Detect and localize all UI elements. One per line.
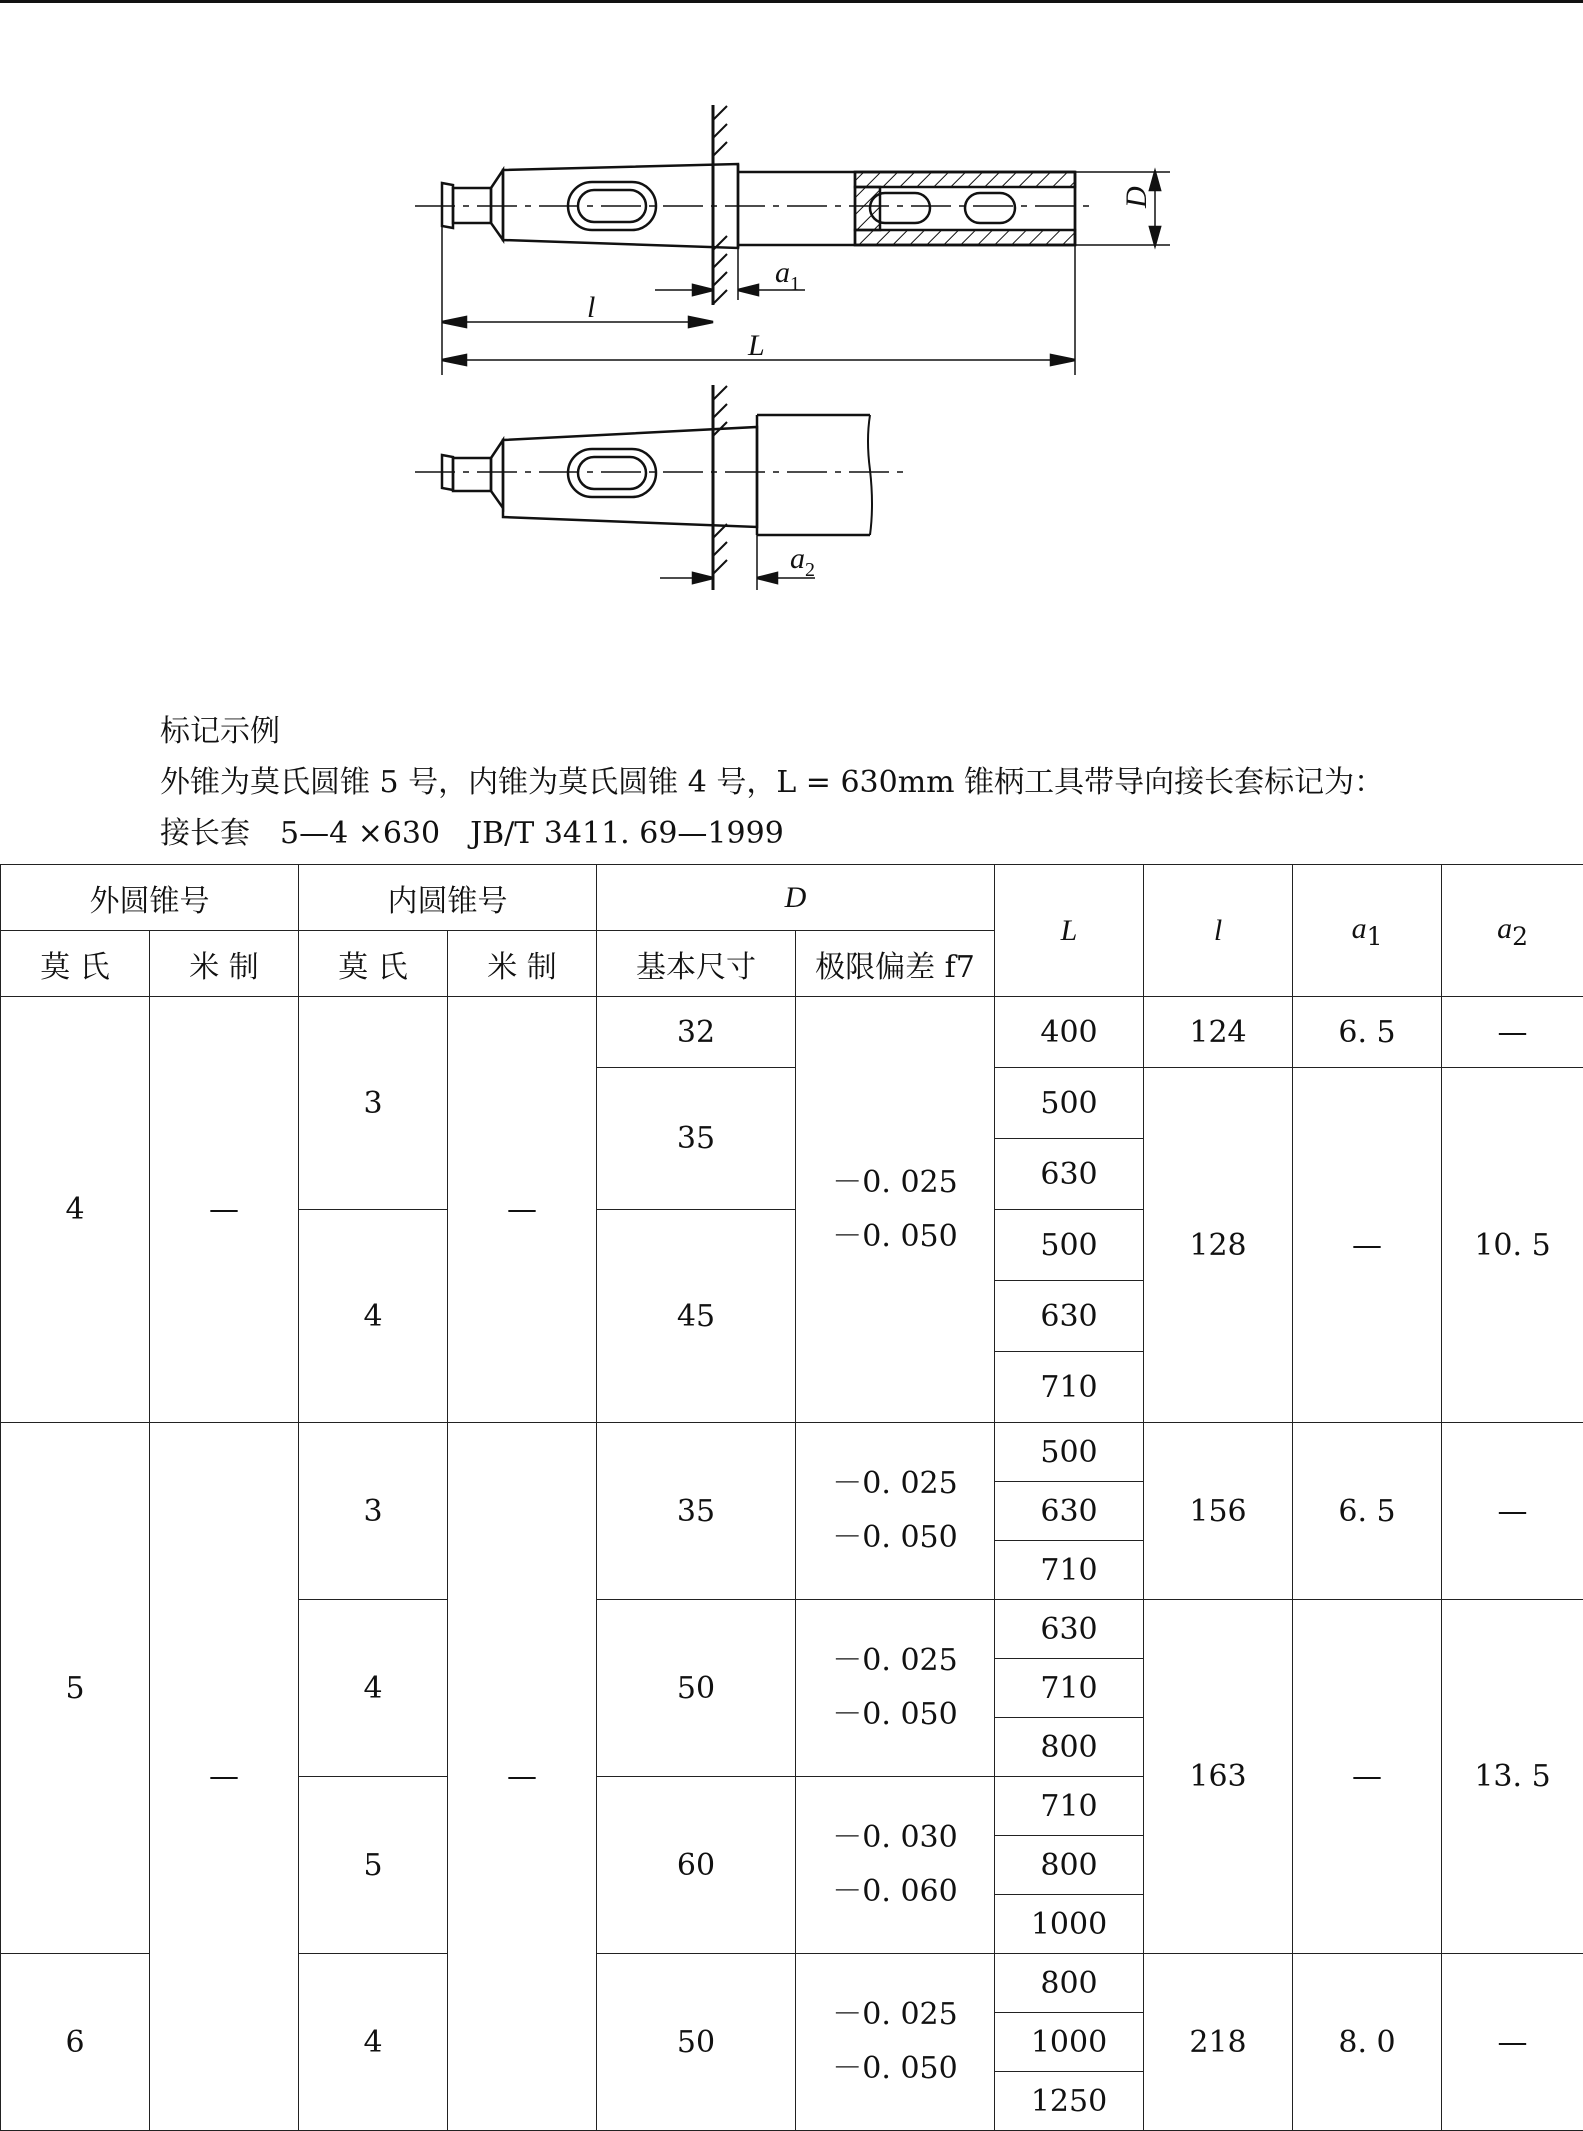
l-cell: 218	[1144, 1954, 1293, 2131]
L-cell: 710	[995, 1777, 1144, 1836]
marking-example-name: 接长套	[160, 816, 250, 851]
label-a2: a	[790, 542, 805, 575]
header-inner-metric: 米 制	[448, 931, 597, 997]
label-a1-sub: 1	[790, 273, 800, 295]
header-a2: $a_2$	[1442, 865, 1583, 997]
tolerance-cell: －0. 025 －0. 050	[796, 1600, 995, 1777]
inner-morse-cell: 4	[299, 1600, 448, 1777]
marking-example-code: 5—4 ×630	[280, 816, 441, 851]
header-outer-cone: 外圆锥号	[1, 865, 299, 931]
L-cell: 710	[995, 1352, 1144, 1423]
L-cell: 1250	[995, 2072, 1144, 2131]
tolerance-cell: －0. 025 －0. 050	[796, 997, 995, 1423]
a1-cell: —	[1293, 1068, 1442, 1423]
inner-morse-cell: 3	[299, 997, 448, 1210]
header-row-1	[1, 865, 1583, 931]
l-cell: 156	[1144, 1423, 1293, 1600]
l-cell: 163	[1144, 1600, 1293, 1954]
a1-cell: —	[1293, 1600, 1442, 1954]
marking-heading: 标记示例	[160, 714, 280, 749]
a1-cell: 8. 0	[1293, 1954, 1442, 2131]
a2-cell: —	[1442, 1423, 1583, 1600]
header-a1: $a_1$	[1293, 865, 1442, 997]
L-cell: 630	[995, 1139, 1144, 1210]
table-row	[1, 1423, 1583, 1482]
technical-drawing	[0, 0, 1583, 620]
header-basic-size: 基本尺寸	[597, 931, 796, 997]
tolerance-cell: －0. 025 －0. 050	[796, 1954, 995, 2131]
header-l: l	[1144, 865, 1293, 997]
header-D: D	[597, 865, 995, 931]
basic-size-cell: 32	[597, 997, 796, 1068]
tolerance-cell: －0. 030 －0. 060	[796, 1777, 995, 1954]
inner-metric-cell: —	[448, 997, 597, 1423]
a1-cell: 6. 5	[1293, 997, 1442, 1068]
label-l: l	[587, 291, 596, 324]
header-tolerance: 极限偏差 f7	[796, 931, 995, 997]
marking-description: 外锥为莫氏圆锥 5 号，内锥为莫氏圆锥 4 号，L = 630mm 锥柄工具带导向接长套标记为：	[160, 765, 1385, 800]
L-cell: 1000	[995, 2013, 1144, 2072]
a2-cell: 10. 5	[1442, 1068, 1583, 1423]
outer-metric-cell: —	[150, 997, 299, 1423]
label-a2-sub: 2	[805, 559, 815, 581]
upper-view	[415, 105, 1170, 375]
outer-morse-cell: 6	[1, 1954, 150, 2131]
L-cell: 800	[995, 1718, 1144, 1777]
table-row	[1, 997, 1583, 1068]
a1-cell: 6. 5	[1293, 1423, 1442, 1600]
marking-example	[160, 706, 1384, 859]
L-cell: 710	[995, 1541, 1144, 1600]
inner-morse-cell: 5	[299, 1777, 448, 1954]
header-inner-cone: 内圆锥号	[299, 865, 597, 931]
a2-cell: —	[1442, 1954, 1583, 2131]
header-inner-morse: 莫 氏	[299, 931, 448, 997]
a2-cell: 13. 5	[1442, 1600, 1583, 1954]
L-cell: 500	[995, 1423, 1144, 1482]
basic-size-cell: 50	[597, 1600, 796, 1777]
L-cell: 630	[995, 1281, 1144, 1352]
L-cell: 800	[995, 1836, 1144, 1895]
L-cell: 1000	[995, 1895, 1144, 1954]
l-cell: 128	[1144, 1068, 1293, 1423]
a2-cell: —	[1442, 997, 1583, 1068]
spec-table	[0, 864, 1583, 2131]
lower-view	[415, 385, 905, 590]
marking-example-line	[160, 808, 1384, 859]
basic-size-cell: 35	[597, 1068, 796, 1210]
inner-metric-cell: —	[448, 1423, 597, 2131]
inner-morse-cell: 3	[299, 1423, 448, 1600]
L-cell: 630	[995, 1482, 1144, 1541]
label-L: L	[748, 329, 765, 362]
basic-size-cell: 35	[597, 1423, 796, 1600]
inner-morse-cell: 4	[299, 1210, 448, 1423]
label-a1: a	[775, 256, 790, 289]
basic-size-cell: 45	[597, 1210, 796, 1423]
basic-size-cell: 50	[597, 1954, 796, 2131]
label-D: D	[1120, 186, 1153, 208]
marking-example-standard: JB/T 3411. 69—1999	[470, 816, 784, 851]
outer-morse-cell: 4	[1, 997, 150, 1423]
header-L: L	[995, 865, 1144, 997]
L-cell: 500	[995, 1068, 1144, 1139]
header-outer-morse: 莫 氏	[1, 931, 150, 997]
l-cell: 124	[1144, 997, 1293, 1068]
outer-metric-cell: —	[150, 1423, 299, 2131]
L-cell: 710	[995, 1659, 1144, 1718]
inner-morse-cell: 4	[299, 1954, 448, 2131]
L-cell: 500	[995, 1210, 1144, 1281]
L-cell: 400	[995, 997, 1144, 1068]
header-outer-metric: 米 制	[150, 931, 299, 997]
L-cell: 630	[995, 1600, 1144, 1659]
L-cell: 800	[995, 1954, 1144, 2013]
tolerance-cell: －0. 025 －0. 050	[796, 1423, 995, 1600]
outer-morse-cell: 5	[1, 1423, 150, 1954]
basic-size-cell: 60	[597, 1777, 796, 1954]
